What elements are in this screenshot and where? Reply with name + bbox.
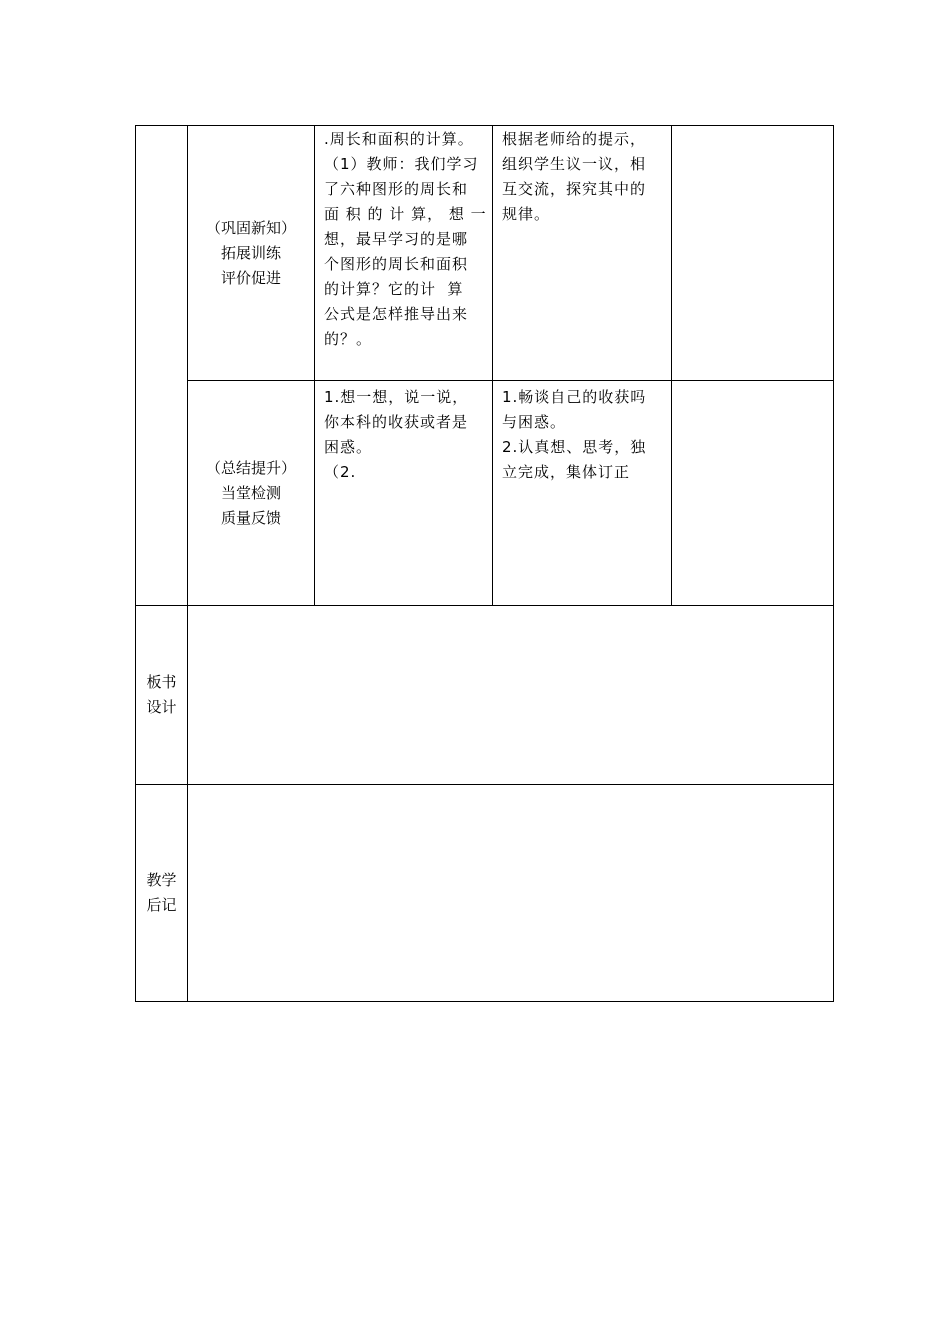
merged-left-cell — [136, 126, 188, 606]
text-line: 困惑。 — [324, 438, 373, 456]
text-line: 的计算？它的计 算 — [324, 280, 464, 298]
text-line: 你本科的收获或者是 — [324, 413, 469, 431]
teaching-notes-label — [136, 785, 188, 1002]
table-row — [136, 126, 834, 381]
teacher-activity-cell-2 — [315, 381, 493, 606]
text-line: （2. — [324, 463, 357, 481]
student-activity-cell-2 — [493, 381, 672, 606]
stage-line: （总结提升） — [205, 458, 296, 477]
label-line: 后记 — [146, 896, 177, 914]
text-line: 了六种图形的周长和 — [324, 180, 469, 198]
student-activity-cell-1 — [493, 126, 672, 381]
stage-cell-1 — [188, 126, 315, 381]
stage-line: 拓展训练 — [220, 243, 281, 262]
text-line: 个图形的周长和面积 — [324, 255, 469, 273]
stage-cell-2 — [188, 381, 315, 606]
stage-line: 当堂检测 — [220, 483, 281, 502]
text-line: 面 积 的 计 算， 想 一 — [324, 205, 487, 223]
board-design-label — [136, 606, 188, 785]
board-design-row — [136, 606, 834, 785]
text-line: 1.畅谈自己的收获吗 — [502, 388, 647, 406]
text-line: 的？。 — [324, 330, 373, 348]
stage-line: （巩固新知） — [205, 218, 296, 237]
text-line: 与困惑。 — [502, 413, 567, 431]
text-line: 根据老师给的提示， — [502, 130, 647, 148]
stage-line: 评价促进 — [220, 268, 281, 287]
text-line: .周长和面积的计算。 — [324, 130, 474, 148]
stage-line: 质量反馈 — [220, 508, 281, 527]
text-line: 公式是怎样推导出来 — [324, 305, 469, 323]
text-line: （1）教师：我们学习 — [324, 155, 479, 173]
text-line: 规律。 — [502, 205, 551, 223]
text-line: 互交流，探究其中的 — [502, 180, 647, 198]
note-cell-1 — [672, 126, 834, 381]
text-line: 组织学生议一议，相 — [502, 155, 647, 173]
teacher-activity-cell-1 — [315, 126, 493, 381]
text-line: 1.想一想，说一说， — [324, 388, 469, 406]
text-line: 立完成，集体订正 — [502, 463, 631, 481]
teaching-notes-row — [136, 785, 834, 1002]
note-cell-2 — [672, 381, 834, 606]
table-row — [136, 381, 834, 606]
teaching-notes-content — [188, 785, 834, 1002]
board-design-content — [188, 606, 834, 785]
label-line: 教学 — [146, 871, 177, 889]
lesson-plan-table — [135, 125, 834, 1002]
label-line: 设计 — [146, 698, 177, 716]
text-line: 2.认真想、思考，独 — [502, 438, 647, 456]
text-line: 想，最早学习的是哪 — [324, 230, 469, 248]
label-line: 板书 — [146, 673, 177, 691]
